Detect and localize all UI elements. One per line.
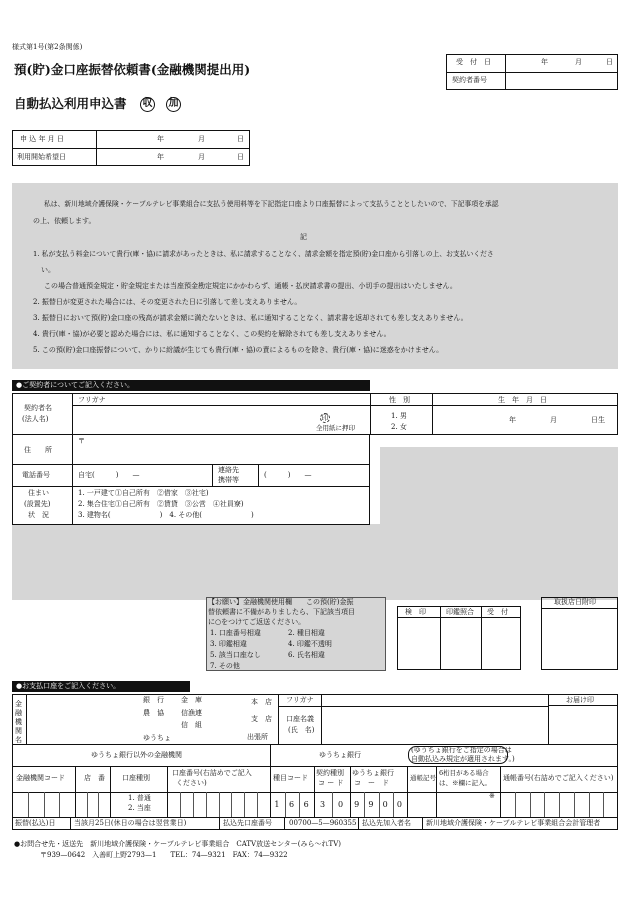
birthdate-field[interactable] (433, 406, 617, 434)
code-digit: 6 (303, 800, 309, 809)
notice-item-4: 4. 貴行(庫・協)が必要と認めた場合には、私に通知することなく、この契約を解除されても差し支えありません。 (33, 330, 391, 338)
account-type-ordinary[interactable]: 1. 普通 (128, 794, 151, 802)
payee-account-label: 払込先口座番号 (223, 819, 272, 827)
account-holder-label: 口座名義 (286, 715, 314, 723)
seal-label: お届け印 (566, 696, 594, 704)
sixth-digit-asterisk: ※ (489, 792, 495, 800)
seal-mark: 印 (321, 414, 329, 422)
notice-panel (12, 183, 618, 369)
notice-item-3: 3. 振替日において預(貯)金口座の残高が請求金額に満たないときは、私に通知することなく、請求書を返却されても差し支えありません。 (33, 314, 468, 322)
contact-label: 連絡先 (218, 466, 239, 474)
housing-option-1[interactable]: 1. 一戸建て①自己所有 ②借家 ③社宅) (78, 489, 209, 497)
contract-furigana-label: フリガナ (78, 396, 106, 404)
uketsuke-label: 受 付 (487, 608, 508, 616)
digit-cell-divider (193, 792, 194, 817)
notice-item-5: 5. この預(貯)金口座振替について、かりに紛議が生じても貴行(庫・協)の責によるものを除き、貴行(庫・協)に迷惑をかけません。 (33, 346, 444, 354)
col-passbook-symbol: 通帳記号 (410, 774, 436, 782)
payee-account-number: 00700—5—960355 (289, 819, 357, 827)
registered-seal-field[interactable] (549, 706, 617, 743)
col-contract-code: 契約種別 (316, 769, 344, 777)
kenin-label: 検 印 (405, 608, 426, 616)
address-label: 住 所 (24, 446, 52, 454)
housing-option-2[interactable]: 2. 集合住宅①自己所有 ②賃貸 ③公営 ④社員寮) (78, 500, 244, 508)
contact-address: 〒939—0642 入善町上野2793—1 TEL：74—9321 FAX：74—9322 (40, 851, 288, 859)
contact-phone-field[interactable]: ( ) — (264, 471, 312, 479)
col-branch-number: 店 番 (84, 774, 105, 782)
digit-cell-divider (59, 792, 60, 817)
inkan-label: 印鑑照合 (446, 608, 474, 616)
digit-cell-divider (231, 792, 232, 817)
notice-item-2: 2. 振替日が変更された場合には、その変更された日に引落して差し支えありません。 (33, 298, 302, 306)
code-digit: 6 (289, 800, 295, 809)
digit-cell-divider (515, 792, 516, 817)
digit-cell-divider (393, 792, 394, 817)
col-account-type: 口座種別 (122, 774, 150, 782)
code-digit: 1 (274, 800, 280, 809)
digit-cell-divider (379, 792, 380, 817)
digit-cell-divider (332, 792, 333, 817)
transfer-day-value: 当該月25日(休日の場合は翌営業日) (74, 819, 187, 827)
housing-option-3[interactable]: 3. 建物名( ) 4. その他( ) (78, 511, 254, 519)
digit-cell-divider (589, 792, 590, 817)
yucho-bank-label: ゆうちょ銀行 (319, 751, 361, 759)
contact-info: ●お問合せ先・返送先 新川地域介護保険・ケーブルテレビ事業組合 CATV放送センター(みら～れTV) (14, 840, 341, 848)
notice-ki: 記 (300, 233, 307, 241)
address-field[interactable] (73, 436, 369, 463)
digit-cell-divider (180, 792, 181, 817)
digit-cell-divider (285, 792, 286, 817)
page-title: 預(貯)金口座振替依頼書(金融機関提出用) (14, 62, 251, 77)
request-text: 【お願い】金融機関使用欄 この預(貯)金振 (208, 598, 354, 606)
digit-cell-divider (98, 792, 99, 817)
holder-furigana-label: フリガナ (286, 696, 314, 704)
code-digit: 0 (382, 800, 388, 809)
col-yucho-code: ゆうちょ銀行 (352, 769, 394, 777)
code-digit: 9 (354, 800, 360, 809)
digit-cell-divider (87, 792, 88, 817)
digit-cell-divider (299, 792, 300, 817)
notice-intro: 私は、新川地域介護保険・ケーブルテレビ事業組合に支払う使用料等を下記指定口座より口座振替によって支払うこととしたいので、下記事項を承認 (44, 200, 499, 208)
col-account-number: 口座番号(右詰めでご記入 (172, 769, 252, 777)
payment-section-header: ●お支払口座をご記入ください。 (12, 681, 190, 692)
digit-cell-divider (219, 792, 220, 817)
contract-section-header: ●ご契約者についてご記入ください。 (12, 380, 370, 391)
account-type-checking[interactable]: 2. 当座 (128, 804, 151, 812)
application-date-field[interactable] (97, 131, 249, 147)
page-subtitle: 自動払込利用申込書 (14, 96, 127, 111)
digit-cell-divider (559, 792, 560, 817)
code-digit: 3 (320, 800, 326, 809)
digit-cell-divider (364, 792, 365, 817)
gender-label: 性 別 (389, 396, 410, 404)
start-date-label: 利用開始希望日 (17, 153, 66, 161)
received-date-label: 受 付 日 (456, 58, 491, 66)
seal-note: 全用紙に押印 (316, 424, 355, 432)
col-sixth-digit: 6桁目がある場合 (439, 769, 489, 777)
gender-male-option[interactable]: 1. 男 (391, 412, 407, 420)
payee-name: 新川地域介護保険・ケーブルテレビ事業組合会計管理者 (426, 819, 601, 827)
application-date-label: 申 込 年 月 日 (20, 135, 64, 143)
col-passbook-number: 通帳番号(右詰めでご記入ください) (503, 774, 614, 782)
branch-name-field[interactable] (195, 695, 245, 743)
contract-number-field[interactable] (506, 73, 617, 89)
code-digit: 0 (338, 800, 344, 809)
col-item-code: 種目コード (273, 774, 308, 782)
circle-mark-ka: 加 (166, 97, 181, 112)
start-date-field[interactable] (97, 149, 249, 165)
digit-cell-divider (28, 792, 29, 817)
circle-mark-shu: 収 (140, 97, 155, 112)
digit-cell-divider (603, 792, 604, 817)
phone-label: 電話番号 (22, 471, 50, 479)
contract-number-label: 契約者番号 (452, 76, 487, 84)
branch-stamp-label: 取扱店日附印 (554, 598, 596, 606)
digit-cell-divider (44, 792, 45, 817)
bank-name-field[interactable] (27, 695, 135, 743)
yucho-note: (ゆうちょ銀行をご指定の場合は (411, 746, 512, 754)
home-phone-field[interactable]: 自宅( ) — (78, 471, 140, 479)
contract-name-label: 契約者名 (24, 404, 52, 412)
account-holder-field[interactable] (322, 707, 547, 743)
digit-cell-divider (206, 792, 207, 817)
postal-mark: 〒 (78, 437, 85, 445)
col-institution-code: 金融機関コード (16, 774, 65, 782)
birthdate-label: 生 年 月 日 (498, 396, 547, 404)
form-number: 様式第1号(第2条関係) (12, 43, 83, 51)
digit-cell-divider (544, 792, 545, 817)
notice-item-1: 1. 私が支払う料金について貴行(庫・協)に請求があったときは、私に請求することなく、請求金額を指定預(貯)金口座から引落しの上、お支払いくださ (33, 250, 494, 258)
other-institution-label: ゆうちょ銀行以外の金融機関 (91, 751, 182, 759)
contract-name-field[interactable] (73, 406, 313, 434)
transfer-day-label: 振替(払込)日 (15, 819, 56, 827)
gender-female-option[interactable]: 2. 女 (391, 423, 407, 431)
housing-label: 住まい (28, 489, 49, 497)
payee-name-label: 払込先加入者名 (362, 819, 411, 827)
digit-cell-divider (244, 792, 245, 817)
digit-cell-divider (257, 792, 258, 817)
code-digit: 9 (368, 800, 374, 809)
digit-cell-divider (530, 792, 531, 817)
financial-institution-label: 金融機関名 (15, 700, 22, 744)
gray-filler-band (12, 524, 618, 600)
digit-cell-divider (574, 792, 575, 817)
code-digit: 0 (396, 800, 402, 809)
